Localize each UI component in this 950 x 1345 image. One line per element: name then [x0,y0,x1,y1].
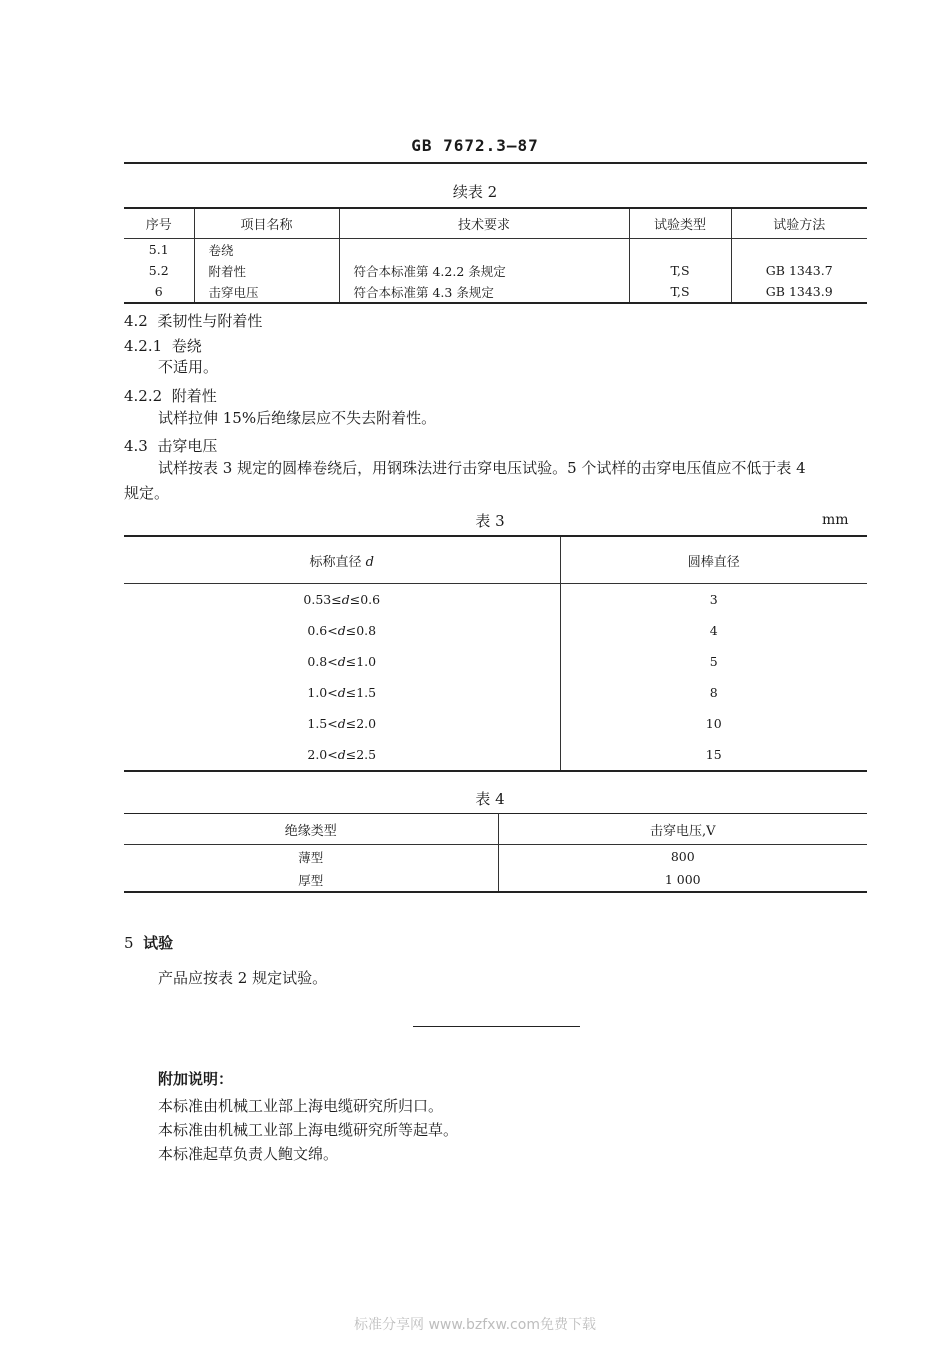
range-low: 0.8< [307,654,338,669]
table-cell [731,239,867,261]
table-cell: 符合本标准第 4.2.2 条规定 [339,260,629,281]
section-4-2-2-text: 试样拉伸 15%后绝缘层应不失去附着性。 [158,409,437,427]
notes-line: 本标准由机械工业部上海电缆研究所等起草。 [158,1121,459,1139]
section-4-2-heading [124,310,262,331]
section-4-3-text-line2: 规定。 [124,484,170,502]
table-row [124,281,867,303]
table3-col-header: 圆棒直径 [560,536,867,584]
table-row [124,260,867,281]
table4-col-header: 绝缘类型 [124,814,498,845]
table-cell: 4 [560,615,867,646]
table-row [124,615,867,646]
range-low: 0.53≤ [303,592,342,607]
range-high: ≤0.6 [349,592,381,607]
section-number: 4.2.1 [124,337,163,355]
table-cell: 1 000 [498,868,867,892]
section-number: 5 [124,934,134,952]
variable-d: d [337,685,346,700]
range-high: ≤2.5 [345,747,377,762]
table2-col-header: 项目名称 [194,208,339,239]
table-row [124,739,867,771]
table-cell: 8 [560,677,867,708]
table-row [124,677,867,708]
section-number: 4.3 [124,437,148,455]
table-cell [124,677,560,708]
table-cell: 5.2 [148,263,169,278]
variable-d: d [365,554,374,570]
section-5-text: 产品应按表 2 规定试验。 [158,969,328,987]
table2-caption: 续表 2 [452,183,498,201]
table3 [124,535,867,772]
section-title: 试验 [143,934,174,952]
variable-d: d [337,623,346,638]
table-row [124,868,867,892]
range-low: 1.0< [307,685,338,700]
table-cell: 薄型 [298,849,324,865]
table2 [124,207,867,304]
table-row [124,239,867,261]
notes-line: 本标准起草负责人鲍文绵。 [158,1145,339,1163]
table-cell: 3 [560,584,867,616]
table-cell [124,646,560,677]
table-cell [339,239,629,261]
table3-col-header [124,536,560,584]
table-cell [124,739,560,771]
table3-unit: mm [822,512,849,528]
table-cell: 6 [154,284,163,299]
range-low: 2.0< [307,747,338,762]
table-cell: 符合本标准第 4.3 条规定 [339,281,629,303]
section-number: 4.2.2 [124,387,163,405]
table-cell: T,S [629,281,731,303]
table-cell [124,708,560,739]
table-cell: 附着性 [194,260,339,281]
variable-d: d [337,716,346,731]
section-4-3-heading [124,435,217,456]
table4-col-header: 击穿电压,V [498,814,867,845]
section-title: 柔韧性与附着性 [157,312,263,330]
section-4-3-text-line1: 试样按表 3 规定的圆棒卷绕后，用钢珠法进行击穿电压试验。5 个试样的击穿电压值应不低于表 4 [158,459,806,477]
table2-col-header: 技术要求 [339,208,629,239]
variable-d: d [337,654,346,669]
table-cell: 5 [560,646,867,677]
table-cell: GB 1343.9 [731,281,867,303]
notes-line: 本标准由机械工业部上海电缆研究所归口。 [158,1097,444,1115]
header-rule [124,162,867,164]
notes-title: 附加说明： [158,1070,234,1088]
section-4-2-1-text: 不适用。 [158,358,219,376]
table-cell: 卷绕 [194,239,339,261]
table-cell: 厚型 [298,872,324,888]
range-high: ≤2.0 [345,716,377,731]
table4 [124,813,867,893]
section-title: 卷绕 [171,337,202,355]
table2-col-header: 试验类型 [629,208,731,239]
section-title: 附着性 [171,387,217,405]
table-cell [124,615,560,646]
section-4-2-2-heading [124,385,217,406]
section-title: 击穿电压 [157,437,218,455]
section-4-2-1-heading [124,335,202,356]
table-cell [124,584,560,616]
range-high: ≤0.8 [345,623,377,638]
table-row [124,584,867,616]
range-high: ≤1.0 [345,654,377,669]
variable-d: d [337,747,346,762]
range-low: 1.5< [307,716,338,731]
table-cell [629,239,731,261]
table2-col-header: 序号 [124,208,194,239]
range-high: ≤1.5 [345,685,377,700]
table-row [124,646,867,677]
table-cell: 800 [498,845,867,869]
footer-watermark: 标准分享网 www.bzfxw.com免费下载 [354,1317,596,1333]
standard-number-header: GB 7672.3—87 [411,136,539,155]
table-cell: T,S [629,260,731,281]
table-cell: 15 [560,739,867,771]
table2-col-header: 试验方法 [731,208,867,239]
range-low: 0.6< [307,623,338,638]
table4-caption: 表 4 [475,790,505,808]
variable-d: d [341,592,350,607]
section-number: 4.2 [124,312,148,330]
table-cell: 5.1 [148,242,169,257]
table-row [124,708,867,739]
table-row [124,845,867,869]
header-label: 标称直径 [309,554,362,570]
table-cell: GB 1343.7 [731,260,867,281]
table-cell: 10 [560,708,867,739]
end-rule [413,1026,580,1027]
section-5-heading [124,932,173,953]
table-cell: 击穿电压 [194,281,339,303]
table3-caption: 表 3 [475,512,505,530]
